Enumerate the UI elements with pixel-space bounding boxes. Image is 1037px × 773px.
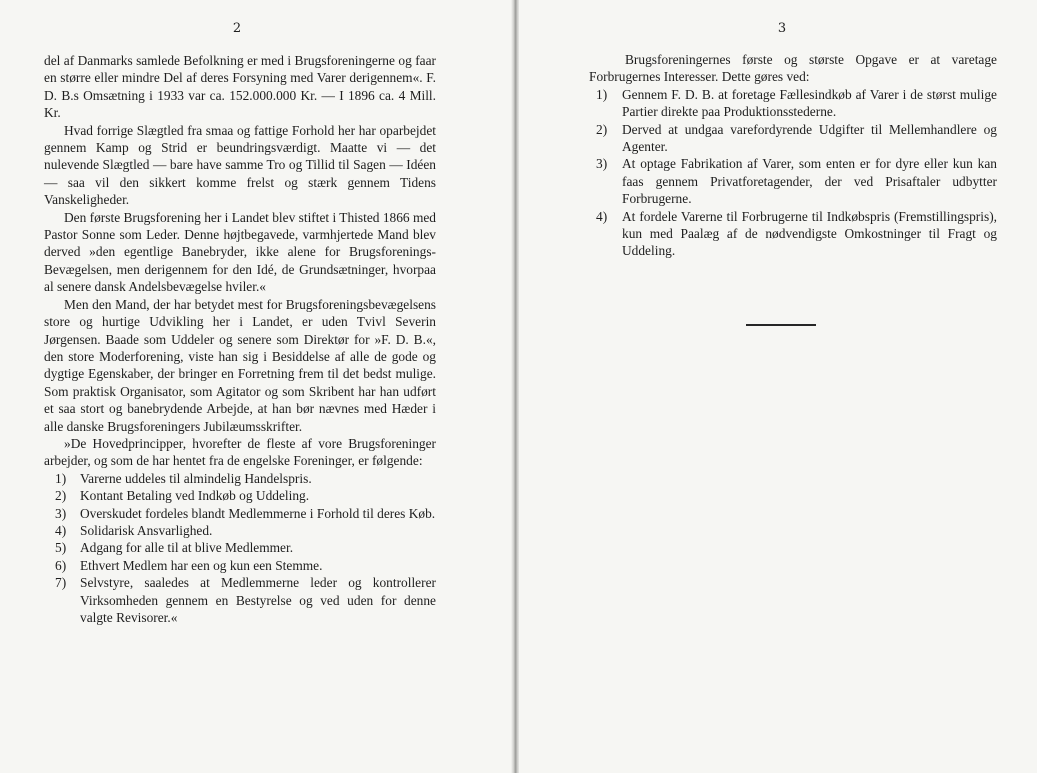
list-number: 1) bbox=[55, 470, 67, 486]
left-page-text bbox=[44, 52, 436, 626]
list-number: 3) bbox=[596, 156, 608, 172]
tasks-list bbox=[590, 86, 997, 260]
paragraph: del af Danmarks samlede Befolkning er med i Brugsforeningerne og faar en større eller mindre Del af deres Forsyning med Varer derigennem«. F. D. B.s Omsætning i 1933 var ca. 152.000.000 Kr. — I 1896 ca. 4 Mill. Kr. bbox=[44, 53, 436, 121]
paragraph: Hvad forrige Slægtled fra smaa og fattige Forhold her har oparbejdet gennem Kamp og Strid er beundringsværdigt. Maatte vi — det nulevende Slægtled — bare have samme Tro og Tillid til Sagen — Idéen — saa vil den sikkert komme frelst og stærk gennem Tidens Vanskeligheder. bbox=[44, 122, 436, 208]
list-item bbox=[49, 470, 436, 487]
list-number: 7) bbox=[55, 575, 67, 591]
list-item bbox=[590, 121, 997, 156]
list-number: 6) bbox=[55, 557, 67, 573]
right-page-text bbox=[589, 51, 997, 260]
page-number-right: 3 bbox=[777, 21, 787, 36]
list-text: Derved at undgaa varefordyrende Udgifter til Mellemhandlere og Agenter. bbox=[622, 121, 997, 155]
paragraph: Brugsforeningernes første og største Opgave er at varetage Forbrugernes Interesser. Dette gøres ved: bbox=[589, 52, 997, 85]
list-item bbox=[49, 574, 436, 626]
section-end-rule bbox=[746, 324, 816, 326]
list-item bbox=[590, 155, 997, 207]
list-item bbox=[49, 557, 436, 574]
list-text: Solidarisk Ansvarlighed. bbox=[80, 522, 213, 538]
list-item bbox=[49, 539, 436, 556]
list-text: At fordele Varerne til Forbrugerne til Indkøbspris (Fremstillingspris), kun med Paalæg af de nødvendigste Omkostninger til Fragt og Uddeling. bbox=[622, 208, 997, 259]
left-page bbox=[0, 0, 515, 773]
list-number: 2) bbox=[55, 488, 67, 504]
list-number: 1) bbox=[596, 86, 608, 102]
list-item bbox=[49, 505, 436, 522]
paragraph: »De Hovedprincipper, hvorefter de fleste af vore Brugsforeninger arbejder, og som de har hentet fra de engelske Foreninger, er følgende: bbox=[44, 435, 436, 469]
list-item bbox=[590, 208, 997, 260]
right-page bbox=[519, 0, 1037, 773]
list-text: At optage Fabrikation af Varer, som enten er for dyre eller kun kan faas gennem Privatforetagender, der ved Prisaftaler udbytter Forbrugerne. bbox=[622, 156, 997, 207]
list-item bbox=[49, 522, 436, 539]
list-item bbox=[590, 86, 997, 121]
paragraph: Men den Mand, der har betydet mest for Brugsforeningsbevægelsens store og hurtige Udvikling her i Landet, er uden Tvivl Severin Jørgensen. Baade som Uddeler og senere som Direktør for »F. D. B.«, den store Moderforening, viste han sig i Besiddelse af alle de gode og dygtige Egenskaber, der bringer en Forretning frem til det bedst mulige. Som praktisk Organisator, som Agitator og som Skribent har han udført et saa stort og banebrydende Arbejde, at han bør nævnes med Hæder i alle danske Brugsforeningers Jubilæumsskrifter. bbox=[44, 296, 436, 434]
list-text: Overskudet fordeles blandt Medlemmerne i Forhold til deres Køb. bbox=[80, 505, 436, 521]
list-text: Varerne uddeles til almindelig Handelspris. bbox=[80, 470, 312, 486]
list-number: 4) bbox=[596, 208, 608, 224]
list-text: Adgang for alle til at blive Medlemmer. bbox=[80, 540, 294, 556]
page-number-left: 2 bbox=[232, 21, 242, 36]
list-number: 2) bbox=[596, 121, 608, 137]
list-item bbox=[49, 487, 436, 504]
list-text: Ethvert Medlem har een og kun een Stemme. bbox=[80, 557, 323, 573]
list-text: Kontant Betaling ved Indkøb og Uddeling. bbox=[80, 488, 310, 504]
list-text: Selvstyre, saaledes at Medlemmerne leder og kontrollerer Virksomheden gennem en Bestyrelse og ved uden for denne valgte Revisorer.« bbox=[80, 575, 436, 625]
list-number: 4) bbox=[55, 522, 67, 538]
list-number: 3) bbox=[55, 505, 67, 521]
list-text: Gennem F. D. B. at foretage Fællesindkøb af Varer i de størst mulige Partier direkte paa Produktionsstederne. bbox=[622, 86, 997, 120]
paragraph: Den første Brugsforening her i Landet blev stiftet i Thisted 1866 med Pastor Sonne som Leder. Denne højtbegavede, varmhjertede Mand blev derved »den egentlige Banebryder, ikke alene for Brugsforenings-Bevægelsen, men derigennem for den Idé, de Grundsætninger, hvorpaa al senere dansk Andelsbevægelse hviler.« bbox=[44, 209, 437, 295]
principles-list bbox=[49, 470, 436, 627]
list-number: 5) bbox=[55, 540, 67, 556]
